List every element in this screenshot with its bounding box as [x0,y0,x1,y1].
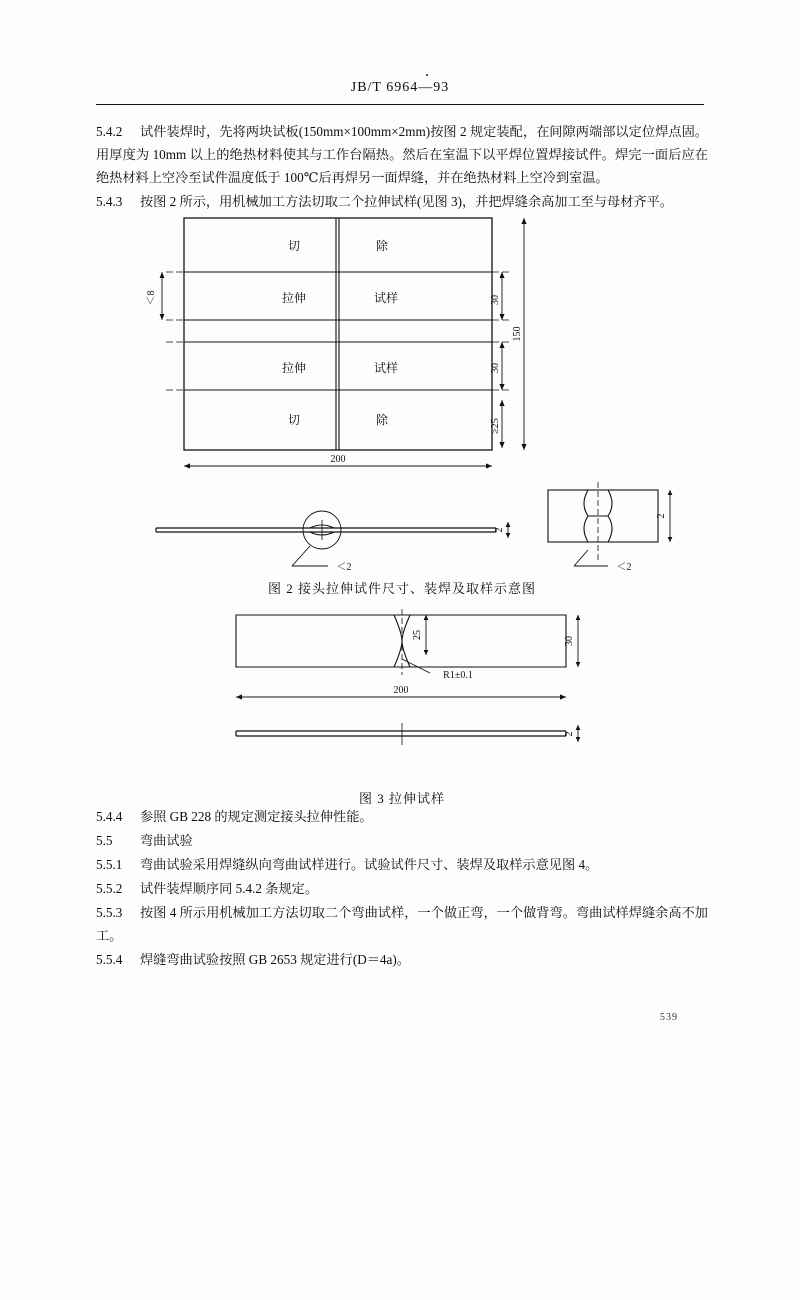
dimension-lt-2-left: ＜2 [336,562,352,573]
stray-dot-mark [426,74,428,76]
paragraph-text-5-5: 弯曲试验 [140,833,193,848]
paragraph-5-5 [96,829,708,852]
dimension-length-200: 200 [393,685,409,696]
dimension-30-bottom: 30 [490,363,501,373]
dimension-200: 200 [330,454,346,465]
dimension-neck-25: 25 [412,630,423,640]
body-text-bottom [96,805,708,972]
paragraph-5-4-2 [96,120,708,189]
figure-2-svg [96,210,708,600]
dimension-ge-25: ≥25 [490,418,501,434]
dimension-radius: R1±0.1 [443,670,473,681]
figure-2-drawing [96,210,708,600]
paragraph-number-5-5: 5.5 [96,833,113,848]
paragraph-text-5-4-4: 参照 GB 228 的规定测定接头拉伸性能。 [140,809,373,824]
plate-label-tensile-2-left: 拉伸 [281,361,307,375]
plate-label-tensile-1-right: 试样 [373,291,399,305]
plate-label-tensile-2-right: 试样 [373,361,399,375]
dimension-150: 150 [512,326,523,342]
paragraph-text-5-5-3: 按图 4 所示用机械加工方法切取二个弯曲试样，一个做正弯，一个做背弯。弯曲试样焊缝余高不加工。 [96,905,708,943]
body-text-top [96,120,708,214]
paragraph-5-4-4 [96,805,708,828]
dimension-lt-2-right: ＜2 [616,562,632,573]
paragraph-number-5-4-4: 5.4.4 [96,809,123,824]
paragraph-5-5-4 [96,948,708,971]
page-number: 539 [660,1012,678,1023]
dimension-thickness-2-detail: 2 [656,513,667,519]
plate-label-cut-top-left: 切 [287,239,301,253]
paragraph-text-5-4-2: 试件装焊时，先将两块试板(150mm×100mm×2mm)按图 2 规定装配，在间隙两端部以定位焊点固。用厚度为 10mm 以上的绝热材料使其与工作台隔热。然后在室温下以平焊位置焊接试件。焊完一面后应在绝热材料上空冷至试件温度低于 100℃后再焊另一面焊缝，并在绝热材料上空冷到室温。 [96,124,708,185]
paragraph-5-5-2 [96,877,708,900]
dimension-lt-8: ＜8 [146,290,157,306]
paragraph-number-5-5-2: 5.5.2 [96,881,123,896]
paragraph-5-5-1 [96,853,708,876]
paragraph-text-5-5-4: 焊缝弯曲试验按照 GB 2653 规定进行(D＝4a)。 [140,952,410,967]
figure-3-drawing [96,605,708,780]
page-header-standard-code: JB/T 6964—93 [350,80,450,95]
paragraph-text-5-4-3: 按图 2 所示，用机械加工方法切取二个拉伸试样(见图 3)，并把焊缝余高加工至与母材齐平。 [140,194,673,209]
figure-2-caption: 图 2 接头拉伸试件尺寸、装焊及取样示意图 [267,581,536,596]
paragraph-number-5-5-1: 5.5.1 [96,857,123,872]
plate-label-tensile-1-left: 拉伸 [281,291,307,305]
dimension-30-top: 30 [490,295,501,305]
paragraph-5-5-3 [96,901,708,947]
header-divider-rule [96,104,704,105]
paragraph-number-5-5-4: 5.5.4 [96,952,123,967]
plate-label-cut-bottom-left: 切 [287,413,301,427]
paragraph-number-5-4-3: 5.4.3 [96,194,123,209]
paragraph-number-5-4-2: 5.4.2 [96,124,123,139]
dimension-width-30: 30 [564,636,575,646]
paragraph-text-5-5-1: 弯曲试验采用焊缝纵向弯曲试样进行。试验试件尺寸、装焊及取样示意见图 4。 [140,857,599,872]
figure-3-caption: 图 3 拉伸试样 [358,791,445,806]
figure-3-svg [96,605,708,780]
paragraph-text-5-5-2: 试件装焊顺序同 5.4.2 条规定。 [140,881,319,896]
dimension-thickness-2: 2 [494,527,505,533]
plate-label-cut-top-right: 除 [375,239,389,253]
plate-label-cut-bottom-right: 除 [375,413,389,427]
paragraph-number-5-5-3: 5.5.3 [96,905,123,920]
dimension-thickness-2-fig3: 2 [564,731,575,737]
